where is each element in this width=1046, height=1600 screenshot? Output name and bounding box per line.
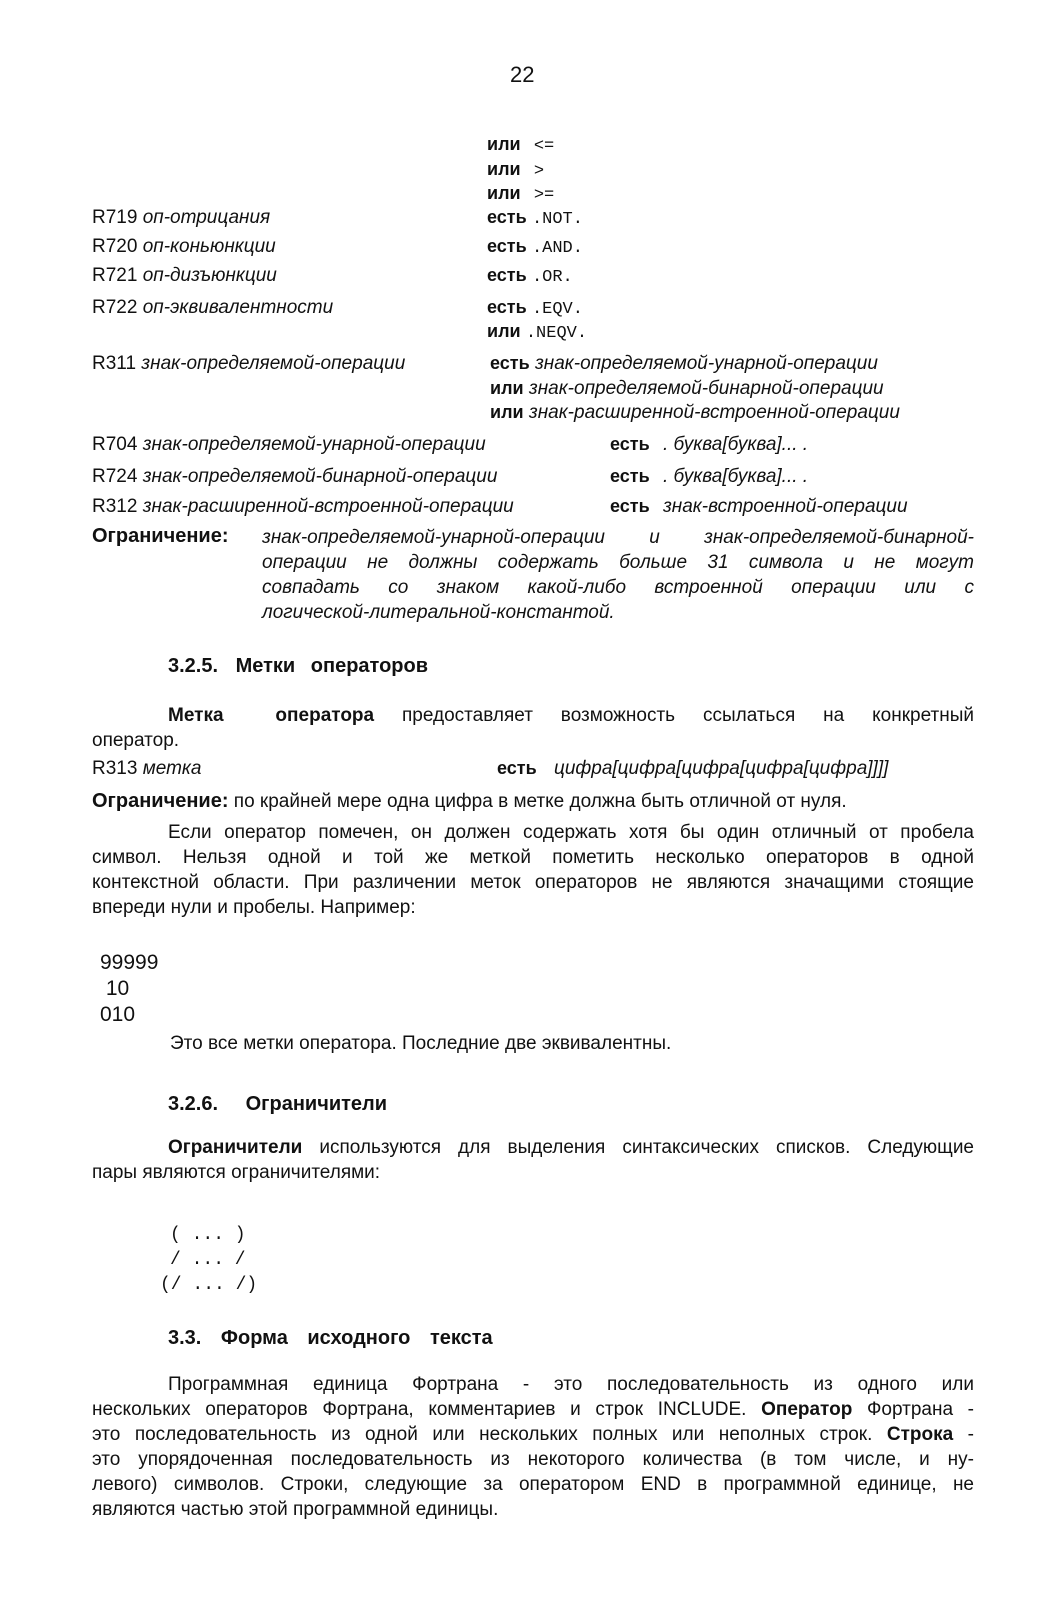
keyword: или xyxy=(487,134,521,154)
delimiter-pair: (/ ... /) xyxy=(160,1275,258,1295)
operator-value: .OR. xyxy=(531,268,573,287)
rule-id: R313 xyxy=(92,758,138,779)
section-heading xyxy=(168,655,428,678)
paragraph-line: оператор. xyxy=(92,730,180,751)
paragraph-text: Фортрана - xyxy=(866,1399,975,1420)
rule-value: знак-встроенной-операции xyxy=(662,496,908,517)
rule-name: знак-определяемой-бинарной-операции xyxy=(142,466,498,487)
paragraph-line: пары являются ограничителями: xyxy=(92,1162,381,1183)
operator-value: >= xyxy=(533,186,555,205)
rule-id: R721 xyxy=(92,265,138,286)
rule-name: знак-расширенной-встроенной-операции xyxy=(142,496,514,517)
paragraph-text: предоставляет возможность ссылаться на конкретный xyxy=(402,705,974,726)
restriction-text xyxy=(262,525,974,625)
paragraph-line: являются частью этой программной единицы. xyxy=(92,1499,499,1520)
rule-id: R722 xyxy=(92,297,138,318)
delimiter-list xyxy=(160,1223,257,1298)
rule-id: R311 xyxy=(92,353,137,374)
section-title: Ограничители xyxy=(245,1093,388,1115)
rule-name: метка xyxy=(142,758,202,779)
paragraph-text: это последовательность из одной или нескольких полных или неполных строк. xyxy=(92,1424,873,1445)
page-number: 22 xyxy=(510,62,535,87)
section-number: 3.3. xyxy=(168,1327,202,1349)
examples-note: Это все метки оператора. Последние две эквивалентны. xyxy=(170,1033,672,1054)
rule-value: цифра[цифра[цифра[цифра[цифра]]]] xyxy=(553,758,889,779)
example-label: 010 xyxy=(100,1003,136,1026)
paragraph-text: - xyxy=(967,1424,974,1445)
term-bold: Метка оператора xyxy=(168,705,375,726)
keyword: есть xyxy=(487,297,527,317)
section-heading xyxy=(168,1327,493,1350)
keyword: или xyxy=(487,159,521,179)
paragraph-line: символ. Нельзя одной и той же меткой пометить несколько операторов в одной xyxy=(92,847,974,868)
paragraph-line: левого) символов. Строки, следующие за оператором END в программной единице, не xyxy=(92,1474,974,1495)
restriction-line: знак-определяемой-унарной-операции и знак-определяемой-бинарной- xyxy=(262,527,974,548)
restriction-label: Ограничение: xyxy=(92,525,229,547)
section-title: Форма исходного текста xyxy=(220,1327,493,1349)
example-label: 99999 xyxy=(100,951,159,974)
example-label: 10 xyxy=(100,977,130,1000)
restriction-label: Ограничение: xyxy=(92,790,229,812)
paragraph-line: впереди нули и пробелы. Например: xyxy=(92,897,416,918)
delimiters-paragraph xyxy=(92,1135,974,1185)
paragraph-text: нескольких операторов Фортрана, комментариев и строк INCLUDE. xyxy=(92,1399,747,1420)
term-bold: Ограничители xyxy=(168,1137,303,1158)
restriction-text: по крайней мере одна цифра в метке должна быть отличной от нуля. xyxy=(233,791,847,812)
keyword: или xyxy=(487,183,521,203)
operator-value: .NEQV. xyxy=(525,324,588,343)
section-heading xyxy=(168,1093,387,1116)
section-number: 3.2.5. xyxy=(168,655,219,677)
keyword: или xyxy=(490,402,524,422)
keyword: есть xyxy=(497,758,537,778)
rule-id: R312 xyxy=(92,496,138,517)
rule-value: знак-определяемой-бинарной-операции xyxy=(528,378,884,399)
rule-name: оп-эквивалентности xyxy=(142,297,334,318)
keyword: есть xyxy=(610,466,650,486)
rule-value: . буква[буква]... . xyxy=(662,434,809,455)
keyword: или xyxy=(490,378,524,398)
keyword: есть xyxy=(610,434,650,454)
operator-value: > xyxy=(533,162,545,181)
paragraph-text: используются для выделения синтаксических списков. Следующие xyxy=(319,1137,974,1158)
source-form-paragraph xyxy=(92,1372,974,1522)
rule-name: знак-определяемой-операции xyxy=(141,353,406,374)
rule-id: R704 xyxy=(92,434,138,455)
rule-value: . буква[буква]... . xyxy=(662,466,809,487)
delimiter-pair: ( ... ) xyxy=(170,1225,246,1245)
keyword: есть xyxy=(487,265,527,285)
rule-name: оп-дизъюнкции xyxy=(142,265,277,286)
term-bold: Оператор xyxy=(761,1399,853,1420)
rule-id: R720 xyxy=(92,236,138,257)
labels-paragraph xyxy=(92,820,974,920)
restriction-line: совпадать со знаком какой-либо встроенной операции или с xyxy=(262,577,974,598)
operator-value: .AND. xyxy=(531,239,583,258)
rule-value: знак-определяемой-унарной-операции xyxy=(534,353,878,374)
paragraph-line: это упорядоченная последовательность из некоторого количества (в том числе, и ну- xyxy=(92,1449,974,1470)
label-paragraph xyxy=(92,703,974,753)
keyword: есть xyxy=(610,496,650,516)
operator-value: <= xyxy=(533,137,555,156)
keyword: есть xyxy=(487,207,527,227)
keyword: есть xyxy=(487,236,527,256)
delimiter-pair: / ... / xyxy=(170,1250,246,1270)
rule-name: оп-отрицания xyxy=(142,207,271,228)
operator-value: .EQV. xyxy=(531,300,583,319)
restriction-line: операции не должны содержать больше 31 символа и не могут xyxy=(262,552,974,573)
section-number: 3.2.6. xyxy=(168,1093,219,1115)
term-bold: Строка xyxy=(886,1424,954,1445)
section-title: Метки операторов xyxy=(235,655,429,677)
keyword: есть xyxy=(490,353,530,373)
rule-id: R724 xyxy=(92,466,138,487)
operator-value: .NOT. xyxy=(531,210,583,229)
rule-name: знак-определяемой-унарной-операции xyxy=(142,434,486,455)
label-examples xyxy=(100,950,158,1028)
paragraph-line: контекстной области. При различении меток операторов не являются значащими стоящие xyxy=(92,872,974,893)
paragraph-line: Если оператор помечен, он должен содержать хотя бы один отличный от пробела xyxy=(168,822,974,843)
paragraph-line: Программная единица Фортрана - это последовательность из одного или xyxy=(168,1374,974,1395)
keyword: или xyxy=(487,321,521,341)
rule-name: оп-коньюнкции xyxy=(142,236,276,257)
restriction-line: логической-литеральной-константой. xyxy=(262,602,615,623)
rule-id: R719 xyxy=(92,207,138,228)
rule-value: знак-расширенной-встроенной-операции xyxy=(528,402,900,423)
